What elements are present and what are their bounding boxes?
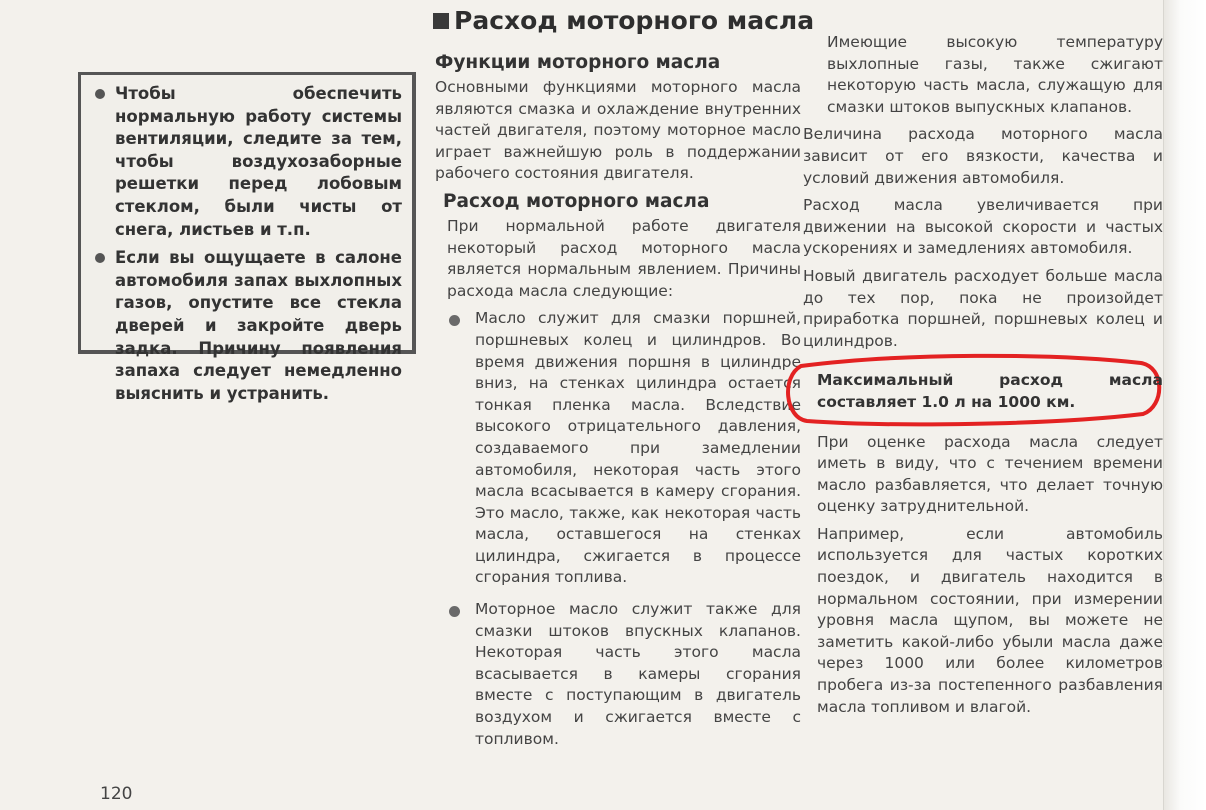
section-title-text: Расход моторного масла: [454, 6, 815, 35]
section-title: [433, 6, 814, 35]
example-paragraph: Например, если автомобиль используется для частых коротких поездок, и двигатель находится в нормальном состоянии, при измерении уровня масла щупом, вы можете не заметить какой-либо убыли масла даже через 1000 или более километров пробега из-за постепенного разбавления масла топливом и влагой.: [817, 524, 1163, 716]
page-number: 120: [100, 784, 133, 804]
dilution-paragraph: При оценке расхода масла следует иметь в виду, что с течением времени масло разбавляется, что делает точную оценку затруднительной.: [817, 432, 1163, 516]
exhaust-paragraph: Имеющие высокую температуру выхлопные газы, также сжигают некоторую часть масла, служащую для смазки штоков выпускных клапанов.: [827, 33, 1163, 116]
list-item-text: Масло служит для смазки поршней, поршневых колец и цилиндров. Во время движения поршня в цилиндре вниз, на стенках цилиндра остается тонкая пленка масла. Вследствие высокого отрицательного давления, создаваемого при замедлении автомобиля, некоторая часть этого масла всасывается в камеру сгорания. Это масло, также, как некоторая часть масла, оставшегося на стенках цилиндра, сжигается в процессе сгорания топлива.: [475, 309, 801, 587]
notice-box: [78, 72, 416, 403]
page-edge: [1163, 0, 1206, 810]
bullet-icon: [95, 253, 105, 263]
notice-item: [95, 83, 402, 241]
new-engine-paragraph: Новый двигатель расходует больше масла до тех пор, пока не произойдет приработка поршней, поршневых колец и цилиндров.: [803, 266, 1163, 350]
notice-text: Если вы ощущаете в салоне автомобиля запах выхлопных газов, опустите все стекла дверей и закройте дверь задка. Причину появления запаха следует немедленно выяснить и устранить.: [115, 248, 402, 403]
list-item-text: Моторное масло служит также для смазки штоков впускных клапанов. Некоторая часть этого масла всасывается в камеры сгорания вместе с поступающим в двигатель воздухом и сжигается вместе с топливом.: [475, 600, 801, 748]
bullet-icon: [449, 606, 460, 617]
square-bullet-icon: [433, 13, 449, 29]
viscosity-paragraph: Величина расхода моторного масла зависит от его вязкости, качества и условий движения автомобиля.: [803, 125, 1163, 187]
middle-column: [435, 52, 801, 756]
bullet-icon: [95, 89, 105, 99]
functions-heading: Функции моторного масла: [435, 52, 721, 73]
list-item: [435, 308, 801, 589]
notice-item: [95, 247, 402, 405]
consumption-intro: При нормальной работе двигателя некоторый расход моторного масла является нормальным явлением. Причины расхода масла следующие:: [447, 216, 801, 300]
bullet-icon: [449, 315, 460, 326]
functions-paragraph: Основными функциями моторного масла являются смазка и охлаждение внутренних частей двигателя, поэтому моторное масло играет важнейшую роль в поддержании рабочего состояния двигателя.: [435, 78, 801, 183]
highlighted-spec: [803, 358, 1163, 425]
speed-paragraph: Расход масла увеличивается при движении на высокой скорости и частых ускорениях и замедлениях автомобиля.: [803, 196, 1163, 258]
right-column: [803, 32, 1163, 724]
consumption-heading: Расход моторного масла: [443, 190, 710, 212]
max-consumption-note: Максимальный расход масла составляет 1.0 л на 1000 км.: [817, 371, 1163, 411]
list-item: [435, 599, 801, 750]
notice-text: Чтобы обеспечить нормальную работу системы вентиляции, следите за тем, чтобы воздухозаборные решетки перед лобовым стеклом, были чисты от снега, листьев и т.п.: [115, 84, 402, 239]
